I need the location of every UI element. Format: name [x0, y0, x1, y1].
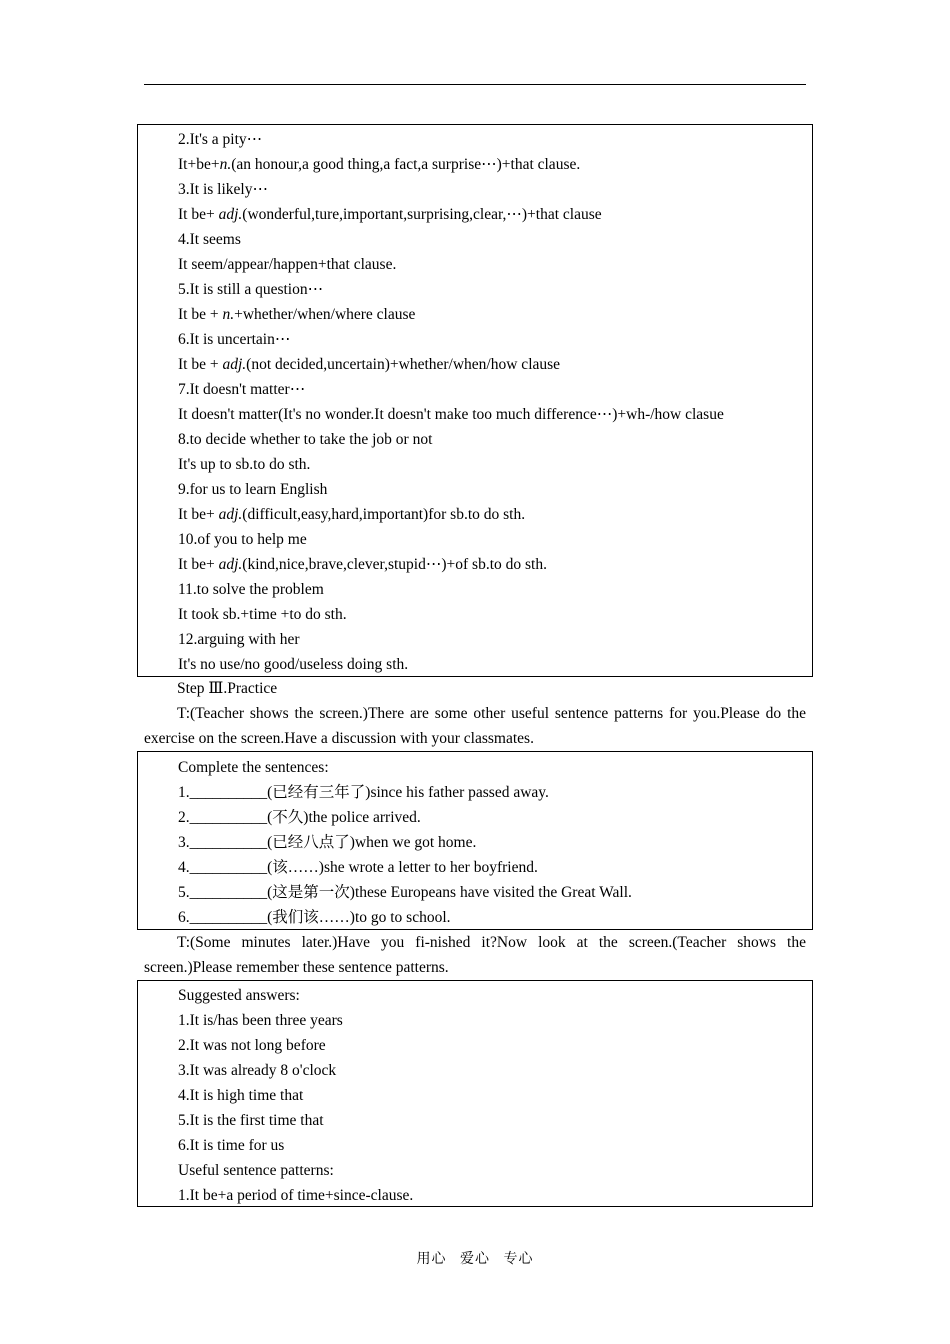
- pattern-line: It be+ adj.(wonderful,ture,important,surprising,clear,⋯)+that clause: [178, 206, 602, 223]
- pattern-line: It be+ adj.(kind,nice,brave,clever,stupid⋯)+of sb.to do sth.: [178, 556, 547, 573]
- pattern-line: It be + adj.(not decided,uncertain)+whether/when/how clause: [178, 356, 561, 373]
- pattern-line: It's up to sb.to do sth.: [178, 456, 311, 473]
- pattern-line: It's no use/no good/useless doing sth.: [178, 656, 409, 673]
- exercise-line: 4.__________(该……)she wrote a letter to her boyfriend.: [178, 859, 538, 876]
- exercise-box: [137, 751, 813, 930]
- pattern-line: 10.of you to help me: [178, 531, 307, 548]
- pattern-line: It be + n.+whether/when/where clause: [178, 306, 416, 323]
- answer-line: 2.It was not long before: [178, 1037, 326, 1054]
- pattern-line: It be+ adj.(difficult,easy,hard,important)for sb.to do sth.: [178, 506, 526, 523]
- pattern-line: 6.It is uncertain⋯: [178, 331, 291, 348]
- pattern-line: It doesn't matter(It's no wonder.It doesn't make too much difference⋯)+wh-/how clasue: [178, 406, 724, 423]
- exercise-line: 5.__________(这是第一次)these Europeans have visited the Great Wall.: [178, 884, 632, 901]
- answer-line: Suggested answers:: [178, 987, 300, 1004]
- answer-line: 1.It is/has been three years: [178, 1012, 343, 1029]
- answer-line: 1.It be+a period of time+since-clause.: [178, 1187, 414, 1204]
- pattern-line: 11.to solve the problem: [178, 581, 324, 598]
- pattern-line: It took sb.+time +to do sth.: [178, 606, 347, 623]
- pattern-line: 12.arguing with her: [178, 631, 300, 648]
- pattern-line: 4.It seems: [178, 231, 241, 248]
- answers-box: [137, 980, 813, 1207]
- exercise-line: 3.__________(已经八点了)when we got home.: [178, 834, 477, 851]
- answer-line: 3.It was already 8 o'clock: [178, 1062, 337, 1079]
- answer-line: 6.It is time for us: [178, 1137, 285, 1154]
- exercise-line: Complete the sentences:: [178, 759, 329, 776]
- pattern-line: It seem/appear/happen+that clause.: [178, 256, 397, 273]
- pattern-line: 9.for us to learn English: [178, 481, 328, 498]
- pattern-line: 3.It is likely⋯: [178, 181, 268, 198]
- pattern-line: 7.It doesn't matter⋯: [178, 381, 306, 398]
- sentence-patterns-box: [137, 124, 813, 677]
- pattern-line: 2.It's a pity⋯: [178, 131, 263, 148]
- pattern-line: It+be+n.(an honour,a good thing,a fact,a surprise⋯)+that clause.: [178, 156, 581, 173]
- pattern-line: 5.It is still a question⋯: [178, 281, 324, 298]
- teacher-paragraph: T:(Teacher shows the screen.)There are some other useful sentence patterns for you.Please do the exercise on the screen.Have a discussion with your classmates.: [144, 705, 806, 747]
- pattern-line: 8.to decide whether to take the job or not: [178, 431, 433, 448]
- answer-line: 4.It is high time that: [178, 1087, 304, 1104]
- answer-line: 5.It is the first time that: [178, 1112, 324, 1129]
- exercise-line: 1.__________(已经有三年了)since his father passed away.: [178, 784, 549, 801]
- header-rule: [144, 84, 806, 85]
- exercise-line: 6.__________(我们该……)to go to school.: [178, 909, 451, 926]
- page-footer: 用心 爱心 专心: [416, 1251, 534, 1267]
- answer-line: Useful sentence patterns:: [178, 1162, 334, 1179]
- exercise-line: 2.__________(不久)the police arrived.: [178, 809, 421, 826]
- teacher-paragraph: T:(Some minutes later.)Have you fi-nished it?Now look at the screen.(Teacher shows the screen.)Please remember these sentence patterns.: [144, 934, 806, 976]
- step-heading: Step Ⅲ.Practice: [177, 680, 278, 697]
